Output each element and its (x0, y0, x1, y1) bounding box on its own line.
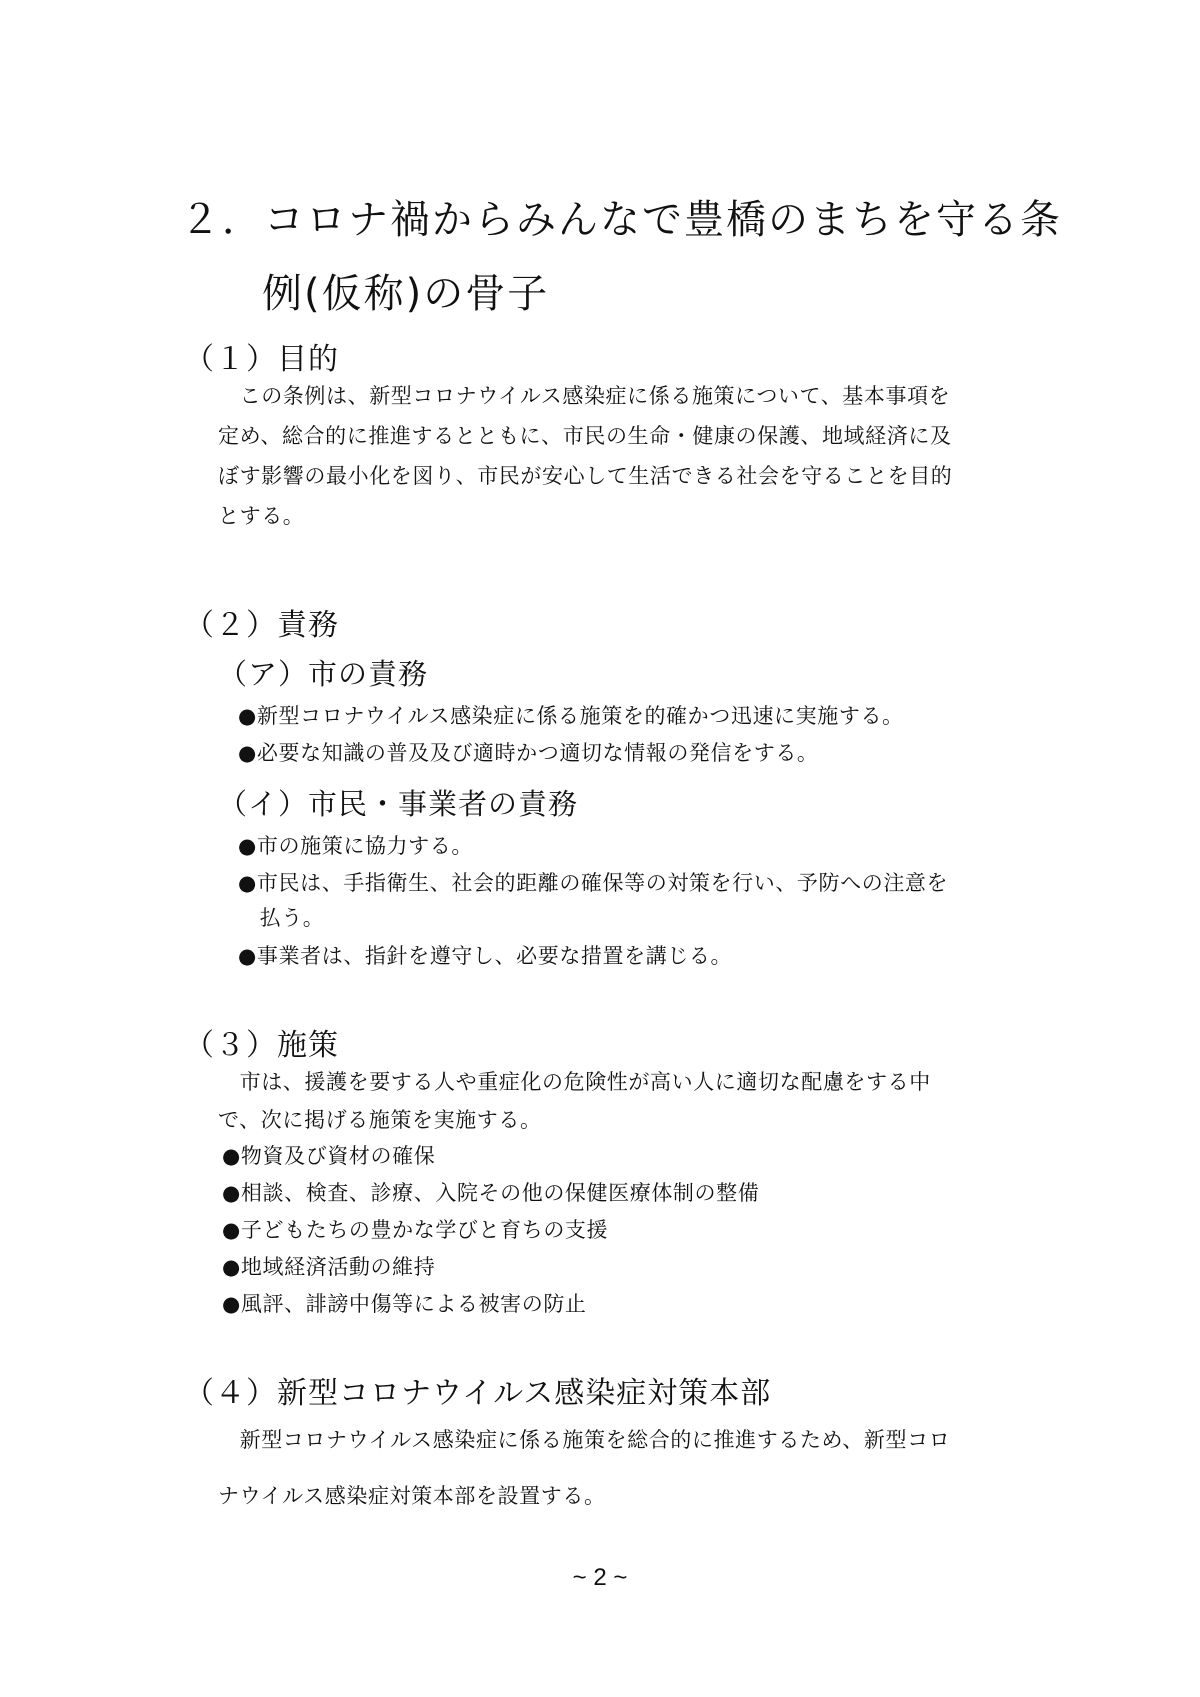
subsection-heading-city-duties: （ア）市の責務 (218, 657, 429, 691)
document-title-line-1: ２．コロナ禍からみんなで豊橋のまちを守る条 (180, 197, 1062, 243)
section-heading-task-force: （４）新型コロナウイルス感染症対策本部 (184, 1376, 772, 1411)
paragraph-line: 市は、援護を要する人や重症化の危険性が高い人に適切な配慮をする中 (218, 1070, 931, 1094)
paragraph-line: 新型コロナウイルス感染症に係る施策を総合的に推進するため、新型コロ (218, 1428, 951, 1452)
page-number: ~ 2 ~ (572, 1564, 628, 1591)
paragraph-line: とする。 (218, 504, 305, 528)
section-heading-duties: （２）責務 (184, 608, 339, 643)
paragraph-line: ぼす影響の最小化を図り、市民が安心して生活できる社会を守ることを目的 (218, 464, 953, 488)
bullet-item: ●風評、誹謗中傷等による被害の防止 (222, 1292, 587, 1316)
bullet-item: ●必要な知識の普及及び適時かつ適切な情報の発信をする。 (238, 741, 819, 765)
bullet-item: ●物資及び資材の確保 (222, 1144, 436, 1168)
subsection-heading-citizen-business-duties: （イ）市民・事業者の責務 (218, 787, 579, 821)
paragraph-line: この条例は、新型コロナウイルス感染症に係る施策について、基本事項を (218, 384, 951, 408)
paragraph-line: 定め、総合的に推進するとともに、市民の生命・健康の保護、地域経済に及 (218, 424, 952, 448)
bullet-item-continuation: 払う。 (238, 906, 325, 930)
paragraph-line: ナウイルス感染症対策本部を設置する。 (218, 1484, 606, 1508)
bullet-item: ●市民は、手指衛生、社会的距離の確保等の対策を行い、予防への注意を (238, 871, 949, 895)
section-heading-measures: （３）施策 (184, 1028, 339, 1063)
bullet-item: ●事業者は、指針を遵守し、必要な措置を講じる。 (238, 944, 733, 968)
bullet-item: ●相談、検査、診療、入院その他の保健医療体制の整備 (222, 1181, 760, 1205)
bullet-item: ●新型コロナウイルス感染症に係る施策を的確かつ迅速に実施する。 (238, 704, 904, 728)
bullet-item: ●市の施策に協力する。 (238, 834, 473, 858)
bullet-item: ●地域経済活動の維持 (222, 1255, 436, 1279)
bullet-item: ●子どもたちの豊かな学びと育ちの支援 (222, 1218, 609, 1242)
paragraph-line: で、次に掲げる施策を実施する。 (218, 1108, 542, 1132)
section-heading-purpose: （１）目的 (184, 342, 339, 377)
document-title-line-2: 例(仮称)の骨子 (262, 271, 550, 317)
